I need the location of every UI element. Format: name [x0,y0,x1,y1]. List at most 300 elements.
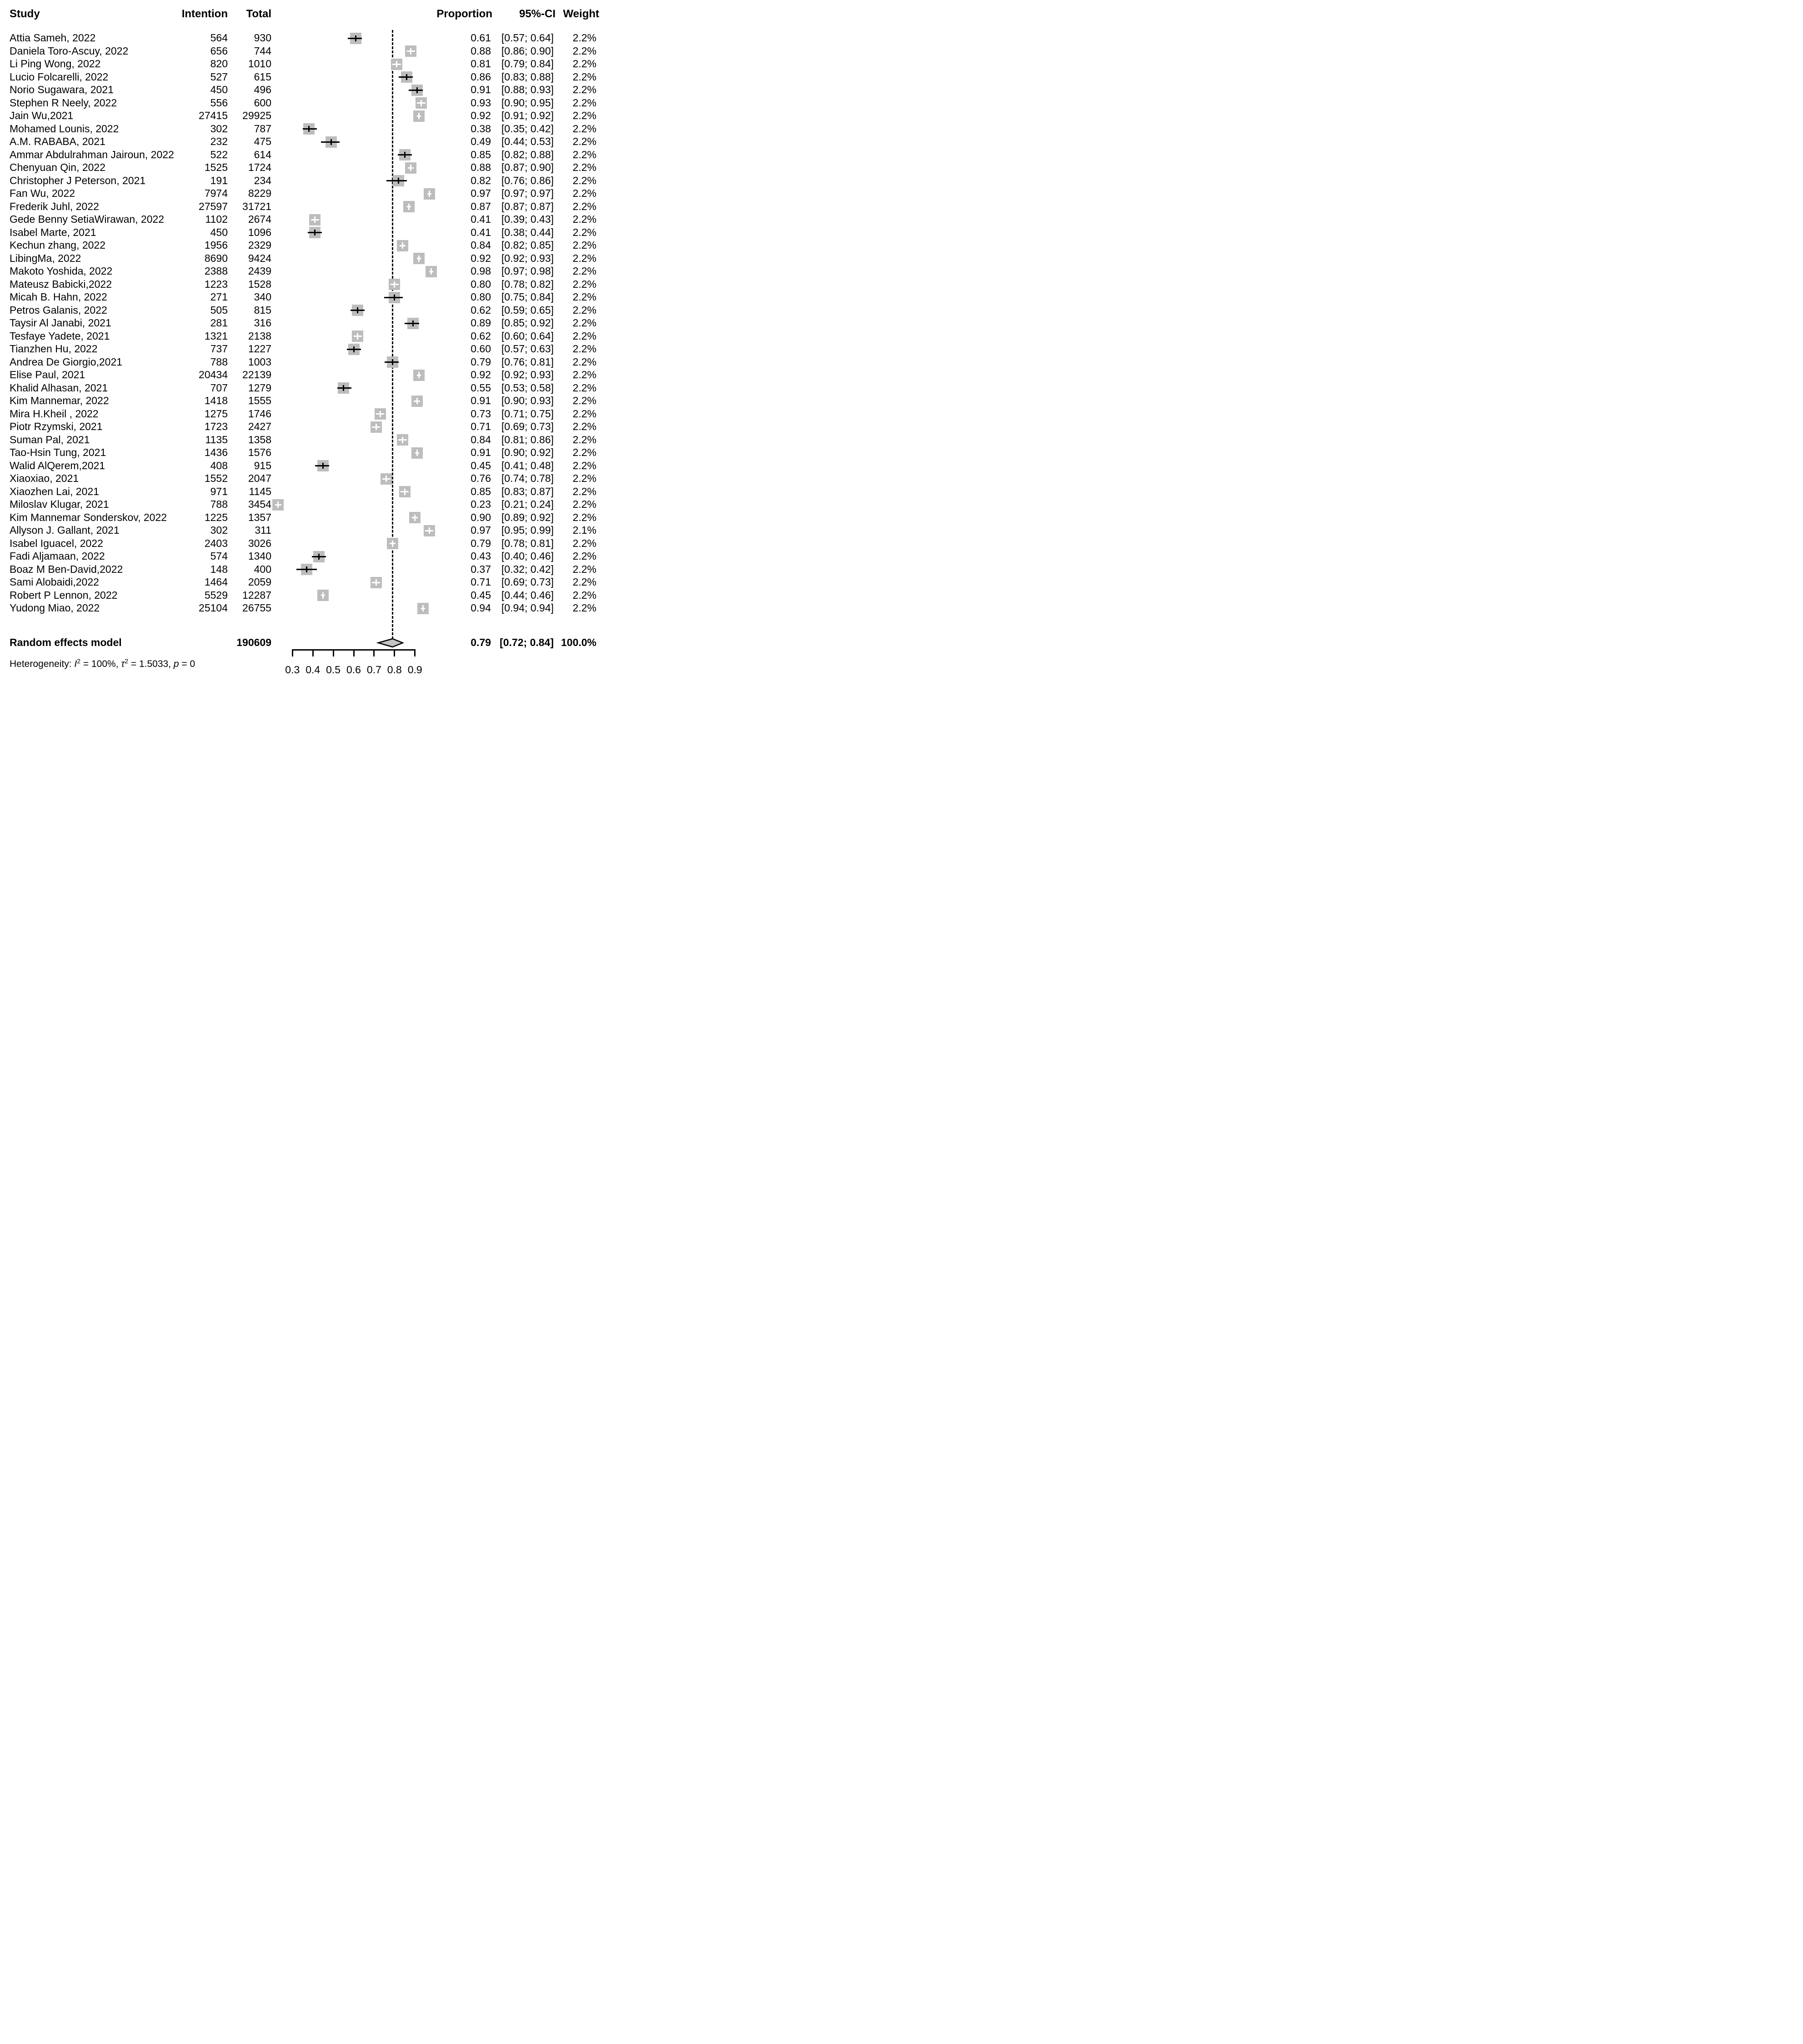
total-value: 787 [254,122,271,135]
ci-value: [0.39; 0.43] [501,213,554,225]
total-value: 29925 [242,110,271,121]
study-name: A.M. RABABA, 2021 [10,135,105,147]
point-marker-white [414,515,416,521]
ci-value: [0.78; 0.82] [501,278,554,290]
point-marker [416,87,418,93]
het-i-eq: = 100%, [80,659,121,669]
weight-value: 2.2% [572,265,596,277]
ci-value: [0.90; 0.95] [501,96,554,109]
study-row [0,550,601,563]
weight-value: 2.2% [572,459,596,471]
point-marker-white [392,541,393,547]
weight-value: 2.2% [572,330,596,342]
ci-value: [0.81; 0.86] [501,433,554,446]
ci-value: [0.38; 0.44] [501,226,554,238]
proportion-value: 0.98 [471,265,491,277]
intention-value: 20434 [199,369,228,381]
total-value: 915 [254,459,271,471]
point-marker-white [418,372,420,378]
weight-value: 2.2% [572,161,596,173]
proportion-value: 0.55 [471,381,491,394]
total-value: 8229 [248,187,271,199]
total-value: 22139 [242,369,271,381]
study-name: Jain Wu,2021 [10,110,74,121]
total-value: 1576 [248,446,271,458]
total-value: 1096 [248,226,271,238]
weight-value: 2.2% [572,356,596,368]
study-name: Andrea De Giorgio,2021 [10,356,123,368]
study-name: Makoto Yoshida, 2022 [10,265,113,277]
het-tau-symbol: τ [121,659,125,669]
proportion-value: 0.41 [471,213,491,225]
ci-value: [0.88; 0.93] [501,84,554,95]
study-name: Mateusz Babicki,2022 [10,278,112,290]
proportion-value: 0.84 [471,239,491,251]
total-value: 3454 [248,498,271,510]
weight-value: 2.2% [572,58,596,70]
proportion-value: 0.94 [471,602,491,614]
total-value: 2427 [248,421,271,432]
weight-value: 2.2% [572,511,596,523]
ci-value: [0.35; 0.42] [501,122,554,135]
column-header-proportion: Proportion [436,8,492,20]
axis-tick [353,649,355,656]
study-name: Robert P Lennon, 2022 [10,589,118,601]
axis-tick [373,649,375,656]
intention-value: 788 [210,356,228,368]
total-value: 316 [254,317,271,329]
axis-tick-label: 0.7 [366,664,381,676]
study-row [0,58,601,70]
point-marker [412,321,414,326]
weight-value: 2.2% [572,343,596,355]
weight-value: 2.2% [572,537,596,549]
intention-value: 2388 [204,265,228,277]
study-name: Norio Sugawara, 2021 [10,84,114,95]
intention-value: 971 [210,485,228,497]
total-value: 930 [254,32,271,44]
ci-value: [0.21; 0.24] [501,498,554,510]
total-value: 1340 [248,550,271,562]
weight-value: 2.2% [572,446,596,458]
intention-value: 707 [210,381,228,394]
point-marker-white [418,256,420,262]
weight-value: 2.2% [572,563,596,575]
total-value: 815 [254,304,271,316]
proportion-value: 0.84 [471,433,491,446]
point-marker [392,359,393,365]
ci-value: [0.90; 0.93] [501,395,554,406]
study-row [0,343,601,356]
ci-value: [0.44; 0.53] [501,135,554,147]
proportion-value: 0.97 [471,524,491,536]
axis-tick [312,649,314,656]
study-row [0,446,601,459]
total-value: 9424 [248,252,271,264]
weight-value: 2.2% [572,213,596,225]
study-name: Mira H.Kheil , 2022 [10,407,99,420]
summary-row [0,636,601,649]
study-row [0,187,601,200]
weight-value: 2.2% [572,576,596,588]
total-value: 615 [254,70,271,83]
het-p-symbol: p [173,659,179,669]
total-value: 400 [254,563,271,575]
study-name: Isabel Iguacel, 2022 [10,537,103,549]
axis-tick [333,649,334,656]
intention-value: 527 [210,70,228,83]
total-value: 496 [254,84,271,95]
intention-value: 556 [210,96,228,109]
study-row [0,97,601,110]
intention-value: 7974 [204,187,228,199]
het-tau-eq: = 1.5033, [128,659,174,669]
point-marker [331,139,332,145]
study-row [0,213,601,226]
point-marker-white [429,190,430,197]
intention-value: 1135 [205,433,228,446]
study-name: Daniela Toro-Ascuy, 2022 [10,45,129,57]
intention-value: 25104 [199,602,228,614]
study-row [0,317,601,330]
point-marker-white [402,242,403,249]
axis-tick-label: 0.6 [346,664,361,676]
total-value: 1357 [248,511,271,523]
study-row [0,135,601,148]
ci-value: [0.53; 0.58] [501,381,554,394]
ci-value: [0.92; 0.93] [501,252,554,264]
study-name: Li Ping Wong, 2022 [10,58,101,70]
proportion-value: 0.79 [471,537,491,549]
study-name: Taysir Al Janabi, 2021 [10,317,111,329]
study-row [0,84,601,96]
weight-value: 2.2% [572,45,596,57]
ci-value: [0.83; 0.87] [501,485,554,497]
proportion-value: 0.93 [471,96,491,109]
study-row [0,330,601,343]
total-value: 614 [254,148,271,160]
intention-value: 27415 [199,110,228,121]
intention-value: 8690 [204,252,228,264]
intention-value: 450 [210,84,228,95]
ci-value: [0.94; 0.94] [501,602,554,614]
total-value: 1746 [248,407,271,420]
study-name: Tianzhen Hu, 2022 [10,343,98,355]
summary-weight: 100.0% [561,636,596,648]
point-marker [308,126,310,132]
intention-value: 1956 [204,239,228,251]
weight-value: 2.2% [572,369,596,381]
study-row [0,226,601,239]
proportion-value: 0.60 [471,343,491,355]
study-row [0,460,601,472]
proportion-value: 0.79 [471,356,491,368]
proportion-value: 0.62 [471,330,491,342]
proportion-value: 0.91 [471,84,491,95]
ci-value: [0.60; 0.64] [501,330,554,342]
study-name: Isabel Marte, 2021 [10,226,96,238]
weight-value: 2.2% [572,472,596,484]
study-name: Kechun zhang, 2022 [10,239,106,251]
study-name: Lucio Folcarelli, 2022 [10,70,109,83]
intention-value: 574 [210,550,228,562]
total-value: 1010 [248,58,271,70]
weight-value: 2.2% [572,278,596,290]
weight-value: 2.1% [572,524,596,536]
intention-value: 148 [210,563,228,575]
study-row [0,498,601,511]
het-i-sup: 2 [77,657,81,665]
point-marker-white [429,527,430,534]
axis-tick-label: 0.8 [387,664,402,676]
proportion-value: 0.73 [471,407,491,420]
ci-value: [0.71; 0.75] [501,407,554,420]
total-value: 12287 [242,589,271,601]
study-row [0,200,601,213]
point-marker-white [410,48,411,55]
point-marker-white [416,398,418,404]
point-marker-white [376,579,377,586]
ci-value: [0.83; 0.88] [501,70,554,83]
point-marker [404,152,406,158]
proportion-value: 0.85 [471,148,491,160]
total-value: 475 [254,135,271,147]
intention-value: 1436 [204,446,228,458]
ci-value: [0.79; 0.84] [501,58,554,70]
intention-value: 1275 [204,407,228,420]
point-marker [314,230,316,235]
total-value: 1145 [249,485,271,497]
proportion-value: 0.61 [471,32,491,44]
total-value: 600 [254,96,271,109]
point-marker-white [380,411,381,417]
intention-value: 656 [210,45,228,57]
point-marker-white [418,113,420,119]
study-name: Tesfaye Yadete, 2021 [10,330,110,342]
point-marker-white [386,476,387,482]
intention-value: 5529 [204,589,228,601]
proportion-value: 0.82 [471,174,491,186]
point-marker-white [408,204,410,210]
ci-value: [0.69; 0.73] [501,576,554,588]
total-value: 2059 [248,576,271,588]
het-tau-sup: 2 [125,657,129,665]
intention-value: 232 [210,135,228,147]
total-value: 2674 [248,213,271,225]
total-value: 744 [254,45,271,57]
study-name: Ammar Abdulrahman Jairoun, 2022 [10,148,174,160]
study-row [0,291,601,304]
study-row [0,589,601,602]
total-value: 1279 [248,381,271,394]
total-value: 2138 [248,330,271,342]
study-row [0,434,601,446]
ci-value: [0.76; 0.81] [501,356,554,368]
study-name: Gede Benny SetiaWirawan, 2022 [10,213,165,225]
ci-value: [0.57; 0.63] [501,343,554,355]
study-name: Frederik Juhl, 2022 [10,200,99,212]
intention-value: 1418 [204,395,228,406]
total-value: 311 [255,524,271,536]
study-row [0,278,601,291]
axis-tick-label: 0.3 [285,664,300,676]
study-row [0,421,601,433]
study-name: Kim Mannemar Sonderskov, 2022 [10,511,167,523]
study-name: Suman Pal, 2021 [10,433,90,446]
axis-tick-label: 0.5 [326,664,341,676]
ci-value: [0.89; 0.92] [501,511,554,523]
proportion-value: 0.85 [471,485,491,497]
intention-value: 788 [210,498,228,510]
intention-value: 27597 [199,200,228,212]
study-name: Attia Sameh, 2022 [10,32,96,44]
study-name: Petros Galanis, 2022 [10,304,107,316]
axis-tick [394,649,395,656]
study-name: Khalid Alhasan, 2021 [10,381,108,394]
study-row [0,45,601,58]
proportion-value: 0.86 [471,70,491,83]
study-row [0,472,601,485]
proportion-value: 0.49 [471,135,491,147]
weight-value: 2.2% [572,252,596,264]
total-value: 1003 [248,356,271,368]
study-row [0,239,601,252]
study-row [0,304,601,317]
proportion-value: 0.80 [471,278,491,290]
summary-ci: [0.72; 0.84] [500,636,554,648]
study-name: Allyson J. Gallant, 2021 [10,524,120,536]
study-name: Piotr Rzymski, 2021 [10,421,103,432]
proportion-value: 0.81 [471,58,491,70]
point-marker-white [396,61,397,67]
study-name: Miloslav Klugar, 2021 [10,498,109,510]
het-p-eq: = 0 [179,659,195,669]
proportion-value: 0.38 [471,122,491,135]
weight-value: 2.2% [572,407,596,420]
intention-value: 1464 [204,576,228,588]
weight-value: 2.2% [572,433,596,446]
intention-value: 302 [210,524,228,536]
point-marker-white [410,165,411,171]
total-value: 26755 [242,602,271,614]
study-name: Walid AlQerem,2021 [10,459,105,471]
weight-value: 2.2% [572,317,596,329]
study-row [0,524,601,537]
ci-value: [0.44; 0.46] [501,589,554,601]
point-marker [353,346,355,352]
point-marker [394,295,395,301]
het-i-symbol: I [74,659,77,669]
study-name: Kim Mannemar, 2022 [10,395,109,406]
summary-label: Random effects model [10,636,122,648]
ci-value: [0.90; 0.92] [501,446,554,458]
intention-value: 302 [210,122,228,135]
proportion-value: 0.76 [471,472,491,484]
point-marker [355,35,356,41]
intention-value: 408 [210,459,228,471]
intention-value: 820 [210,58,228,70]
heterogeneity-note [10,657,195,670]
study-row [0,408,601,421]
weight-value: 2.2% [572,122,596,135]
proportion-value: 0.43 [471,550,491,562]
study-name: Mohamed Lounis, 2022 [10,122,119,135]
study-name: Stephen R Neely, 2022 [10,96,117,109]
point-marker-white [322,592,324,599]
ci-value: [0.82; 0.85] [501,239,554,251]
proportion-value: 0.87 [471,200,491,212]
proportion-value: 0.71 [471,421,491,432]
ci-value: [0.74; 0.78] [501,472,554,484]
proportion-value: 0.41 [471,226,491,238]
ci-value: [0.97; 0.97] [501,187,554,199]
summary-total: 190609 [236,636,271,648]
study-name: Fadi Aljamaan, 2022 [10,550,105,562]
total-value: 31721 [242,200,271,212]
proportion-value: 0.80 [471,291,491,303]
ci-value: [0.32; 0.42] [501,563,554,575]
proportion-value: 0.37 [471,563,491,575]
ci-value: [0.91; 0.92] [501,110,554,121]
intention-value: 1321 [204,330,228,342]
weight-value: 2.2% [572,174,596,186]
weight-value: 2.2% [572,602,596,614]
ci-value: [0.87; 0.90] [501,161,554,173]
proportion-value: 0.71 [471,576,491,588]
point-marker [357,307,358,313]
point-marker-white [277,501,279,508]
intention-value: 505 [210,304,228,316]
point-marker-white [421,100,422,106]
study-name: LibingMa, 2022 [10,252,81,264]
proportion-value: 0.92 [471,369,491,381]
point-marker-white [376,424,377,430]
study-name: Chenyuan Qin, 2022 [10,161,105,173]
ci-line [303,128,317,130]
point-marker-white [416,450,418,456]
weight-value: 2.2% [572,485,596,497]
weight-value: 2.2% [572,84,596,95]
weight-value: 2.2% [572,148,596,160]
study-row [0,511,601,524]
proportion-value: 0.45 [471,459,491,471]
proportion-value: 0.88 [471,161,491,173]
weight-value: 2.2% [572,187,596,199]
study-name: Fan Wu, 2022 [10,187,75,199]
study-name: Xiaozhen Lai, 2021 [10,485,99,497]
study-row [0,149,601,161]
proportion-value: 0.45 [471,589,491,601]
intention-value: 2403 [204,537,228,549]
study-row [0,252,601,265]
weight-value: 2.2% [572,200,596,212]
intention-value: 737 [210,343,228,355]
axis-tick-label: 0.4 [306,664,321,676]
ci-value: [0.76; 0.86] [501,174,554,186]
intention-value: 1525 [204,161,228,173]
column-header-study: Study [10,8,40,20]
study-row [0,382,601,395]
ci-value: [0.75; 0.84] [501,291,554,303]
point-marker-white [357,333,358,340]
weight-value: 2.2% [572,589,596,601]
proportion-value: 0.91 [471,395,491,406]
study-row [0,356,601,369]
point-marker [343,385,344,391]
weight-value: 2.2% [572,395,596,406]
weight-value: 2.2% [572,381,596,394]
ci-line [337,387,351,389]
